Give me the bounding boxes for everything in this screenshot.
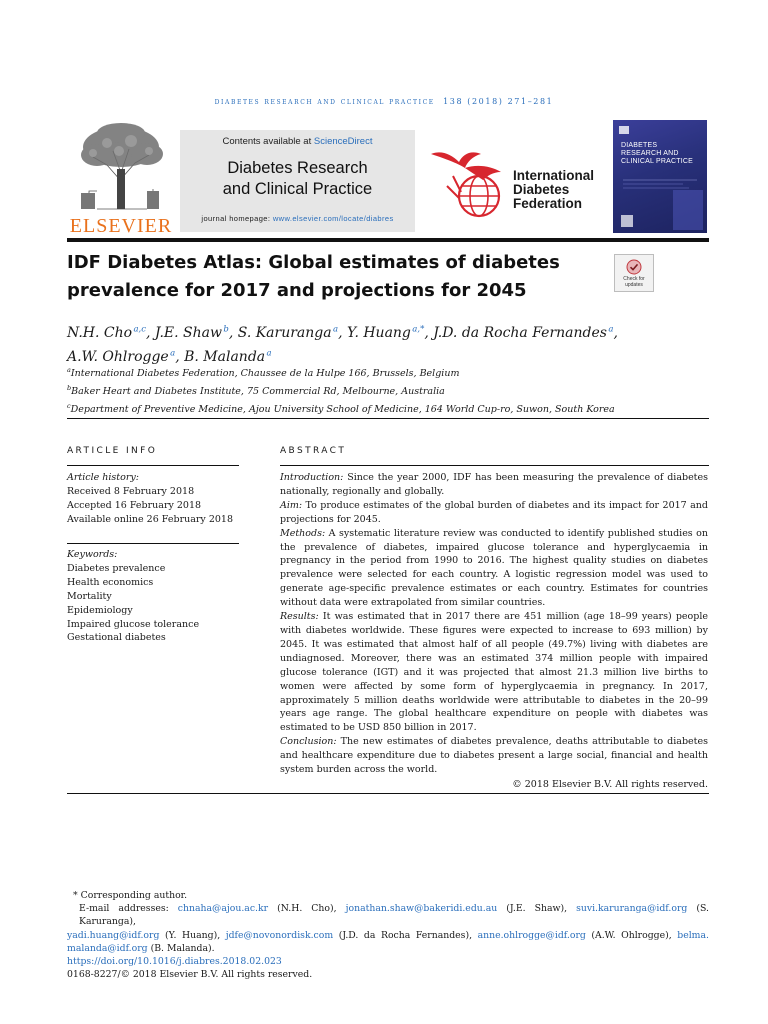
email-link[interactable]: belma. [677, 929, 709, 941]
author[interactable] [238, 325, 347, 341]
idf-line3: Federation [513, 196, 583, 211]
cover-line3: CLINICAL PRACTICE [621, 158, 693, 165]
homepage-prefix: journal homepage: [201, 214, 273, 223]
keyword: Gestational diabetes [67, 632, 166, 644]
author-affiliation-mark[interactable]: b [223, 324, 229, 334]
affiliation-mark: b [67, 384, 72, 393]
affiliation-text: International Diabetes Federation, Chaussee de la Hulpe 166, Brussels, Belgium [70, 368, 460, 380]
journal-cover[interactable] [613, 120, 707, 233]
author-affiliation-mark[interactable]: a [266, 348, 272, 359]
journal-title-line2: and Clinical Practice [222, 180, 373, 198]
email-link[interactable]: chnaha@ajou.ac.kr [177, 903, 269, 915]
author-name: J.D. da Rocha Fernandes [433, 324, 607, 341]
article-title [67, 249, 587, 305]
abstract-lead: Methods: [280, 527, 326, 539]
affiliation [67, 399, 709, 417]
sciencedirect-link[interactable]: ScienceDirect [313, 136, 373, 147]
author-separator: , [228, 324, 238, 341]
affiliation [67, 381, 709, 399]
abstract-results [280, 610, 708, 735]
doi-link[interactable]: https://doi.org/10.1016/j.diabres.2018.02.023 [67, 956, 282, 968]
author-name: A.W. Ohlrogge [67, 349, 169, 366]
affiliations [67, 363, 709, 417]
author-separator: , [146, 324, 155, 341]
journal-title [180, 158, 415, 200]
online-date: Available online 26 February 2018 [67, 513, 233, 525]
author-affiliation-mark[interactable]: a,c [133, 324, 147, 334]
keywords [67, 548, 239, 645]
keyword: Epidemiology [67, 604, 133, 616]
running-head-volume: 138 (2018) 271–281 [443, 97, 554, 106]
emails-prefix: E-mail addresses: [79, 903, 178, 915]
journal-homepage [180, 214, 415, 223]
keyword: Mortality [67, 590, 112, 602]
author-list [67, 319, 709, 368]
abstract-end-rule [67, 793, 709, 794]
email-link[interactable]: yadi.huang@idf.org [67, 929, 160, 941]
email-owner: (S. Karuranga), [79, 903, 709, 928]
abstract-rule [280, 465, 709, 466]
abstract-methods [280, 527, 708, 610]
journal-box [180, 130, 415, 232]
author-name: S. Karuranga [237, 324, 332, 341]
article-info-rule [67, 465, 239, 466]
idf-wordmark [513, 169, 594, 211]
keyword: Diabetes prevalence [67, 562, 166, 574]
email-link[interactable]: jonathan.shaw@bakeridi.edu.au [345, 903, 498, 915]
article-history-header: Article history: [67, 472, 139, 483]
email-owner: (A.W. Ohlrogge), [585, 929, 678, 941]
contents-prefix: Contents available at [222, 136, 314, 147]
contents-line [180, 136, 415, 147]
author[interactable] [347, 325, 433, 341]
corresponding-author-note: * Corresponding author. [73, 890, 188, 901]
cover-title [621, 142, 693, 166]
elsevier-logo [67, 121, 175, 237]
abstract-lead: Conclusion: [280, 736, 337, 748]
article-title-line2: prevalence for 2017 and projections for 2045 [67, 280, 527, 301]
article-info-label: ARTICLE INFO [67, 446, 158, 456]
cover-art-icon [613, 120, 707, 233]
abstract-lead: Results: [280, 611, 319, 623]
homepage-link[interactable]: www.elsevier.com/locate/diabres [272, 214, 394, 223]
email-line-1 [67, 902, 709, 928]
email-link[interactable]: malanda@idf.org [67, 942, 148, 954]
abstract-text: The new estimates of diabetes prevalence, deaths attributable to diabetes and healthcare expenditure due to diabetes present a large social, financial and health system burden across the world. [280, 736, 708, 776]
article-title-line1: IDF Diabetes Atlas: Global estimates of diabetes [67, 252, 560, 273]
abstract-aim [280, 499, 708, 527]
elsevier-tree-icon [67, 121, 175, 213]
affiliation-mark: c [67, 402, 71, 411]
abstract-text: A systematic literature review was conducted to identify published studies on the prevalence of diabetes, impaired glucose tolerance and hyperglycaemia in pregnancy in the period from 1990 to 2016. The highest quality studies on diabetes prevalence were selected for each country. A logistic regression model was used to generate age-specific prevalence estimates or each country. Estimates for countries without data were extrapolated from similar countries. [280, 527, 708, 609]
author-affiliation-mark[interactable]: a,* [412, 324, 425, 334]
email-line-3 [67, 942, 709, 955]
affiliation-text: Department of Preventive Medicine, Ajou University School of Medicine, 164 World Cup-ro, Suwon, South Korea [70, 404, 615, 416]
footnotes [67, 889, 709, 981]
abstract-body [280, 471, 708, 792]
check-for-updates-icon [626, 259, 642, 275]
email-link[interactable]: jdfe@novonordisk.com [225, 929, 334, 941]
article-history [67, 471, 239, 527]
abstract-text: Since the year 2000, IDF has been measuring the prevalence of diabetes nationally, regionally and globally. [280, 472, 708, 497]
author-separator: , [175, 349, 185, 366]
email-owner: (B. Malanda). [147, 942, 215, 954]
idf-line2: Diabetes [513, 182, 570, 197]
author-separator: , [613, 324, 618, 341]
keywords-header: Keywords: [67, 549, 118, 560]
author-separator: , [338, 324, 347, 341]
author-affiliation-mark[interactable]: a [333, 324, 339, 334]
author[interactable] [67, 325, 155, 341]
abstract-copyright: © 2018 Elsevier B.V. All rights reserved. [512, 778, 708, 790]
email-owner: (N.H. Cho), [268, 903, 346, 915]
email-owner: (Y. Huang), [159, 929, 226, 941]
author-name: B. Malanda [184, 349, 266, 366]
check-for-updates-badge[interactable] [614, 254, 654, 292]
author-name: J.E. Shaw [154, 324, 222, 341]
cover-line1: DIABETES [621, 142, 658, 149]
author-name: Y. Huang [347, 324, 411, 341]
abstract-text: To produce estimates of the global burden of diabetes and its impact for 2017 and projections for 2045. [280, 499, 708, 525]
email-owner: (J.D. da Rocha Fernandes), [333, 929, 478, 941]
check-for-updates-label: Check for updates [623, 276, 645, 288]
masthead [67, 118, 709, 237]
running-head [0, 97, 768, 106]
keywords-rule [67, 543, 239, 544]
author[interactable] [433, 325, 618, 341]
affiliations-rule [67, 418, 709, 419]
running-head-journal: diabetes research and clinical practice [214, 97, 435, 106]
abstract-conclusion [280, 735, 708, 777]
email-line-2 [67, 929, 709, 942]
idf-line1: International [513, 168, 595, 183]
author[interactable] [155, 325, 238, 341]
author-affiliation-mark[interactable]: a [608, 324, 614, 334]
abstract-lead: Introduction: [280, 472, 344, 483]
abstract-text: It was estimated that in 2017 there are 451 million (age 18–99 years) people with diabetes worldwide. These figures were expected to increase to 693 million) by 2045. It was estimated that almost half of all people (49.7%) living with diabetes are undiagnosed. Moreover, there was an estimated 374 million people with impaired glucose tolerance (IGT) and it was projected that almost 21.3 million live births to women were affected by some form of hyperglycaemia in pregnancy. In 2017, approximately 5 million deaths worldwide were attributable to diabetes in the 20–99 years age range. The global healthcare expenditure on people with diabetes was estimated to be USD 850 billion in 2017. [280, 611, 708, 734]
accepted-date: Accepted 16 February 2018 [67, 499, 202, 511]
issn-copyright: 0168-8227/© 2018 Elsevier B.V. All rights reserved. [67, 969, 313, 981]
author-name: N.H. Cho [67, 324, 133, 341]
author-separator: , [424, 324, 434, 341]
abstract-label: ABSTRACT [280, 446, 347, 456]
journal-title-line1: Diabetes Research [227, 159, 368, 177]
affiliation-text: Baker Heart and Diabetes Institute, 75 Commercial Rd, Melbourne, Australia [71, 386, 445, 398]
affiliation-mark: a [67, 366, 71, 374]
idf-bird-globe-icon [429, 146, 511, 220]
keyword: Health economics [67, 576, 154, 588]
author-affiliation-mark[interactable]: a [170, 348, 176, 359]
received-date: Received 8 February 2018 [67, 485, 195, 497]
abstract-lead: Aim: [280, 499, 303, 511]
email-link[interactable]: anne.ohlrogge@idf.org [477, 929, 586, 941]
email-owner: (J.E. Shaw), [497, 903, 577, 915]
cover-line2: RESEARCH AND [621, 150, 679, 157]
masthead-rule [67, 238, 709, 242]
abstract-introduction [280, 471, 708, 499]
email-link[interactable]: suvi.karuranga@idf.org [576, 903, 688, 915]
keyword: Impaired glucose tolerance [67, 618, 200, 630]
affiliation [67, 363, 709, 381]
elsevier-wordmark: ELSEVIER [69, 215, 173, 237]
